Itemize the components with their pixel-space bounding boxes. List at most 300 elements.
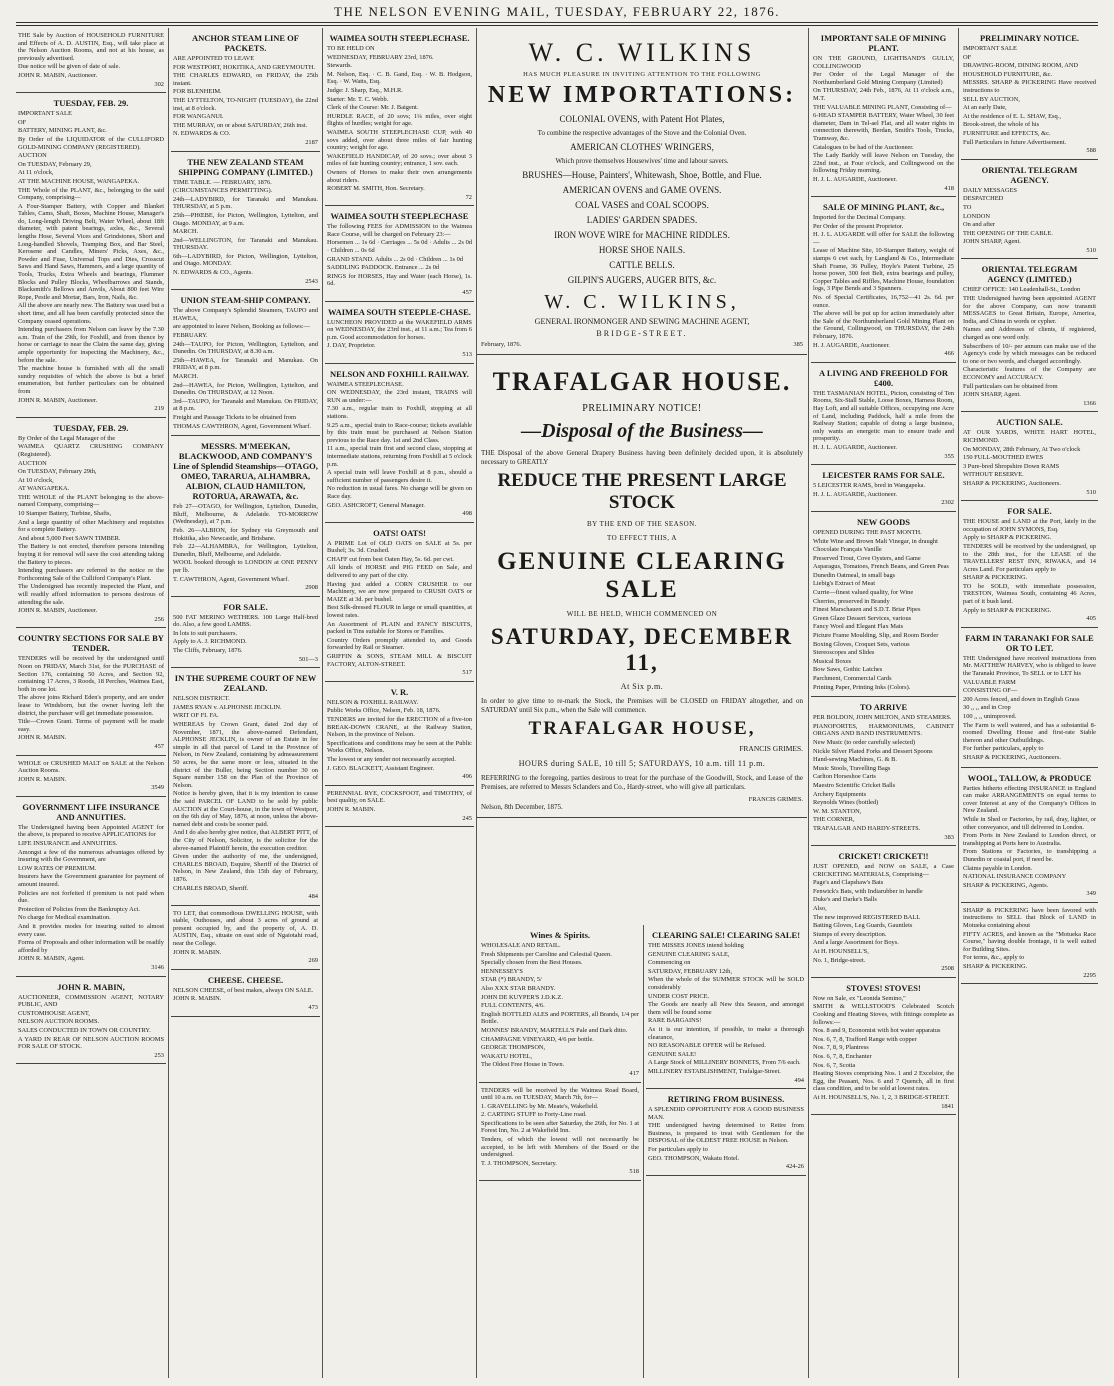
ad-number: 2543 (305, 277, 318, 285)
trafalgar-house2: TRAFALGAR HOUSE, (528, 718, 756, 740)
advertisement-text: WAKATU HOTEL, (481, 1052, 533, 1060)
advertisement-text: Finest Marschauen and S.D.T. Briar Pipes (813, 606, 921, 614)
advertisement-text: A PRIME Lot of OLD OATS on SALE at 5s. per Bushel; 3s. 3d. Crushed. (327, 539, 472, 555)
advertisement-text: No. of Special Certificates, 16,752—41 2s. 6d. per ounce. (813, 294, 954, 309)
advertisement-heading: ORIENTAL TELEGRAM AGENCY (LIMITED.) (981, 264, 1078, 285)
advertisement-text: SHARP & PICKERING. (963, 574, 1028, 582)
ad-number: 418 (944, 184, 954, 192)
advertisement-text: An Assortment of PLAIN and FANCY BISCUITS, packed in Tins suitable for Stores or Families. (327, 620, 472, 636)
advertisement-text: Stumps of every description. (813, 930, 887, 938)
advertisement-text: By Order of the Legal Manager of the (18, 434, 116, 442)
trafalgar-order: In order to give time to re-mark the Stock, the Premises will be CLOSED on FRIDAY altogether, and on SATURDAY until Six p.m., when the Sale will commence. (481, 697, 803, 714)
advertisement-text: And about 5,000 Feet SAWN TIMBER. (18, 534, 121, 542)
ad-number: 510 (1086, 246, 1096, 254)
advertisement-text: Brook-street, the whole of his (963, 121, 1040, 129)
advertisement-text: GRIFFIN & SONS, STEAM MILL & BISCUIT FACTORY, ALTON-STREET. (327, 653, 472, 668)
advertisement-text: And it provides modes for insuring suited to almost every case. (18, 923, 164, 938)
advertisement-text: Lease of Machine Site, 10-Stamper Battery, weight of stamps 6 cwt each, by Langland & Co., Intermediate Shaft Frame, 36 Pulley, Hoyle's Patent Turbine, 25 horse power, 300 feet Belt, extra bearings and pulley, Copper Tables and Riffles, Machine House, foundation logs, 3 Pipe Bends and 3 Spanners. (813, 247, 954, 293)
advertisement-text: HOUSEHOLD FURNITURE, &c. (963, 70, 1053, 78)
advertisement-text: Stereoscopes and Slides (813, 649, 875, 657)
advertisement-text: GEORGE THOMPSON, (481, 1044, 546, 1052)
advertisement-text: SALES CONDUCTED IN TOWN OR COUNTRY. (18, 1026, 151, 1034)
advertisement-text: Duke's and Darke's Balls (813, 896, 877, 904)
advertisement-text: IMPORTANT SALE (963, 45, 1017, 52)
trafalgar-intro: THE Disposal of the above General Drapery Business having been definitely decided upon, it is absolutely necessary to GREATLY (481, 449, 803, 466)
ad-number: 424-26 (785, 1163, 804, 1171)
advertisement-heading: JOHN R. MABIN, (57, 981, 125, 992)
wilkins-item: To combine the respective advantages of the Stove and the Colonial Oven. (537, 129, 747, 137)
advertisement-text: PER BOLDON, JOHN MILTON, AND STEAMERS. (813, 714, 952, 722)
advertisement-heading: WAIMEA SOUTH STEEPLECHASE. (329, 33, 470, 43)
advertisement-text: Feb. 26—ALBION, for Sydney via Greymouth and Hokitika, also Newcastle, and Brisbane. (173, 526, 318, 542)
advertisement-heading: AUCTION SALE. (996, 417, 1063, 428)
advertisement-text: Policies are not forfeited if premium is not paid when due. (18, 889, 164, 905)
advertisement-text: TENDERS will be received by the undersigned, up to the 28th inst., for the LEASE of the TRAVELLERS' REST INN, RIWAKA, and 14 Acres Land. For particulars apply to (963, 542, 1096, 573)
advertisement-text: JOHN SHARP, Agent. (963, 238, 1021, 246)
wilkins-footer-name: W. C. WILKINS, (544, 291, 740, 313)
ad-number: 517 (462, 669, 472, 677)
column-1 (16, 28, 166, 1378)
advertisement-heading: V. R. (390, 686, 409, 697)
ad-number: 349 (1086, 890, 1096, 898)
advertisement-text: JOHN R. MABIN, Agent. (18, 955, 85, 963)
advertisement-text: H. J. L. AUGARDE, Auctioneer. (813, 490, 897, 498)
advertisement (646, 1089, 806, 1176)
advertisement-text: WAIMEA SOUTH STEEPLECHASE CUP, with 40 sovs added, over about three miles of fair hunting country; weight for age. (327, 128, 472, 152)
advertisement-text: SADDLING PADDOCK. Entrance ... 2s 0d (327, 264, 440, 272)
advertisement (171, 597, 320, 669)
advertisement-text: SHARP & PICKERING, Auctioneers. (963, 479, 1061, 487)
ad-number: 588 (1086, 147, 1096, 155)
advertisement (961, 768, 1098, 903)
wilkins-item: COAL VASES and COAL SCOOPS. (575, 200, 709, 210)
advertisement (171, 970, 320, 1017)
advertisement-text: SHARP & PICKERING, Auctioneers. (963, 753, 1061, 761)
advertisement-text: A Large Stock of MILLINERY BONNETS, From 7/6 each. (648, 1059, 801, 1067)
advertisement-text: T. CAWTHRON, Agent, Government Wharf. (173, 575, 290, 583)
advertisement-heading: RETIRING FROM BUSINESS. (667, 1094, 785, 1105)
advertisement (961, 903, 1098, 984)
wilkins-item: CATTLE BELLS. (609, 260, 675, 270)
advertisement-text: 10 Stamper Battery, Turbine, Shafts, (18, 510, 112, 518)
advertisement-text: 11 a.m., special train first and second class, stopping at intermediate stations, returning from Foxhill at 5 o'clock p.m. (327, 445, 472, 468)
ad-number: 302 (154, 80, 164, 88)
advertisement-text: Musical Boxes (813, 657, 852, 665)
advertisement (646, 925, 806, 1089)
advertisement-text: TENDERS are invited for the ERECTION of a five-ton BREAK-DOWN CRANE, at the Railway Station, Nelson, in the province of Nelson. (327, 715, 472, 739)
advertisement (171, 152, 320, 291)
advertisement-text: Liebig's Extract of Meat (813, 580, 876, 588)
ad-number: 1366 (1083, 399, 1096, 407)
wilkins-item: LADIES' GARDEN SPADES. (586, 215, 698, 225)
advertisement-text: JOHN DE KUYPER'S J.D.K.Z. (481, 993, 563, 1001)
advertisement-text: Starter: Mr. T. C. Webb. (327, 95, 389, 103)
advertisement (811, 978, 956, 1115)
advertisement-text: And I do also hereby give notice, that ALBERT PITT, of the City of Nelson, Solicitor, is the solicitor for the above-named Plaintiff herein, the execution creditor. (173, 829, 318, 852)
advertisement-text: N. EDWARDS & CO., Agents. (173, 269, 253, 277)
ad-number: 2908 (305, 584, 318, 592)
advertisement-text: THE WHOLE of the PLANT belonging to the above-named Company, comprising— (18, 493, 164, 509)
advertisement-text: TENDERS will be received by the Waimea Road Board, until 10 a.m. on TUESDAY, March 7th, for— (481, 1086, 639, 1102)
advertisement-text: THE MISSES JONES intend holding (648, 942, 744, 949)
advertisement-text: A Four-Stamper Battery, with Copper and Blanket Tables, Cams, Shaft, Boxes, Machine House, Manager's do, Long-length Driving Belt, Water Wheel, about 18ft diameter, with patent bearings, axles, &c., Several lengths Hose, Several Vices and Grindstones, Short and Long-handled Shovels, Tramping Box, and Bar Steel, Kerosene and Candles, Miners' Picks, Axes, &c., Powder and Fuse, Universal Tops and Dies, Crosscut Saws and Hand Saws, Hammers, and a large quantity of Tools, Trucks, Extra Wheels and bearings, Flummer Blocks and Pulley Blocks, Wheelbarrows and Stands, Blacksmith's Bellows and Anvils, About 800 feet Wire Rope, Pestle and Mortar, Bars, Iron, Nails, &c. (18, 202, 164, 301)
advertisement-text: THE VALUABLE MINING PLANT, Consisting of— (813, 103, 952, 111)
advertisement-text: BATTERY, MINING PLANT, &c. (18, 127, 107, 135)
advertisement-text: N. EDWARDS & CO. (173, 130, 231, 138)
advertisement-text: Stewards. (327, 62, 353, 70)
advertisement (811, 846, 956, 978)
advertisement-text: JOHN R. MABIN. (173, 948, 222, 956)
advertisement-text: And a large Assortment for Boys. (813, 939, 899, 947)
advertisement-text: Claims payable in London. (963, 864, 1033, 872)
advertisement-text: NELSON DISTRICT. (173, 695, 230, 703)
advertisement-text: ARE APPOINTED TO LEAVE (173, 55, 255, 62)
advertisement-text: HURDLE RACE, of 20 sovs; 1¼ miles, over eight flights of hurdles; weight for age. (327, 112, 472, 128)
advertisement-text: H. J. L. AUGARDE, Auctioneer. (813, 175, 897, 183)
ad-number: 496 (462, 773, 472, 781)
advertisement-heading: NEW GOODS (857, 516, 910, 527)
advertisement-text: THE Undersigned have received instructions from Mr. MATTHEW HARVEY, who is obliged to leave the Taranaki Province, To SELL or to LET his (963, 654, 1096, 678)
advertisement-text: Asparagus, Tomatoes, French Beans, and Green Peas (813, 563, 949, 571)
ad-number: 484 (308, 893, 318, 901)
ad-number: 2187 (305, 138, 318, 146)
advertisement-text: For further particulars, apply to (963, 745, 1044, 753)
column-rule (958, 28, 959, 1378)
ad-number: 3146 (151, 963, 164, 971)
advertisement-heading: CHEESE. CHEESE. (207, 974, 284, 985)
advertisement-text: JOHN R. MABIN, Auctioneer. (18, 607, 98, 615)
advertisement-text: LIFE INSURANCE and ANNUITIES. (18, 840, 118, 848)
advertisement-heading: UNION STEAM-SHIP COMPANY. (180, 295, 311, 306)
advertisement-text: Also XXX STAR BRANDY. (481, 984, 556, 992)
advertisement-text: As it is our intention, if possible, to make a thorough clearance, (648, 1025, 804, 1041)
advertisement-text: DRAWING-ROOM, DINING ROOM, AND (963, 62, 1079, 70)
advertisement-text: Page's and Clapshaw's Bats (813, 879, 884, 887)
advertisement-text: Tenders, of which the lowest will not necessarily be accepted, to be left with Members of the Board or the undersigned. (481, 1136, 639, 1159)
masthead-rule (16, 22, 1098, 23)
column-7 (961, 28, 1098, 1378)
advertisement-heading: Wines & Spirits. (529, 930, 591, 940)
advertisement-text: JOHN SHARP, Agent. (963, 391, 1021, 399)
advertisement-text: GEO. ASHCROFT, General Manager. (327, 501, 425, 509)
advertisement-text: Per Order of the present Proprietor. (813, 222, 904, 230)
advertisement (16, 418, 166, 629)
advertisement-text: 1. GRAVELLING by Mr. Meate's, Wakefield. (481, 1102, 599, 1110)
advertisement-text: Judge: J. Sharp, Esq., M.H.R. (327, 86, 403, 94)
advertisement-heading: CLEARING SALE! CLEARING SALE! (651, 930, 801, 940)
wilkins-item: HORSE SHOE NAILS. (598, 245, 686, 255)
wilkins-item: AMERICAN OVENS and GAME OVENS. (562, 185, 722, 195)
advertisement-text: By Order of the LIQUIDATOR of the CULLIFORD GOLD-MINING COMPANY (REGISTERED). (18, 135, 164, 151)
advertisement-text: AT THE MACHINE HOUSE, WANGAPEKA. (18, 177, 140, 185)
advertisement-heading: A LIVING AND FREEHOLD FOR £400. (819, 367, 948, 388)
advertisement-text: On TUESDAY, February 29, (18, 160, 92, 168)
advertisement-text: MONNES' BRANDY, MARTELL'S Pale and Dark ditto. (481, 1026, 628, 1034)
column-rule (322, 28, 323, 1378)
ad-number: 498 (462, 510, 472, 518)
trafalgar-to-effect: TO EFFECT THIS, A (607, 534, 677, 543)
advertisement-text: 2nd—HAWEA, for Picton, Wellington, Lyttelton, and Dunedin. On THURSDAY, at 12 Noon. (173, 381, 318, 397)
advertisement (961, 501, 1098, 628)
advertisement-text: 5 LEICESTER RAMS, bred in Wangapeka. (813, 482, 926, 490)
advertisement-text: Music Stools, Travelling Bags (813, 764, 891, 772)
advertisement-text: Cherries, preserved in Brandy (813, 597, 890, 605)
advertisement-text: AUCTION (18, 459, 47, 467)
advertisement-text: J. DAY, Proprietor. (327, 342, 376, 350)
advertisement-text: Horsemen ... 1s 6d · Carriages ... 5s 0d · Adults ... 2s 0d · Children ... 0s 6d (327, 239, 472, 255)
advertisement-text: CUSTOMHOUSE AGENT, (18, 1009, 90, 1017)
masthead: THE NELSON EVENING MAIL, TUESDAY, FEBRUARY 22, 1876. (334, 4, 780, 19)
advertisement (811, 363, 956, 465)
advertisement-text: 7.30 a.m., regular train to Foxhill, stopping at all stations. (327, 405, 472, 420)
advertisement-text: 200 Acres fenced, and down in English Grass (963, 695, 1080, 703)
advertisement-text: AT WANGAPEKA. (18, 485, 70, 493)
advertisement-text: 25th—PHŒBE, for Picton, Wellington, Lyttelton, and Otago. MONDAY, at 9 a.m. (173, 211, 318, 227)
advertisement-text: NATIONAL INSURANCE COMPANY (963, 873, 1067, 881)
advertisement-text: From Stations or Factories, to transhipping a Dunedin or coastal port, if need be. (963, 848, 1096, 863)
advertisement-text: WAIMEA STEEPLECHASE. (327, 380, 404, 388)
advertisement-text: Best Silk-dressed FLOUR in large or small quantities, at lowest rates. (327, 604, 472, 620)
advertisement-text: SATURDAY, FEBRUARY 12th, (648, 967, 732, 975)
advertisement-text: THE OPENING OF THE CABLE. (963, 229, 1053, 237)
advertisement-text: AUCTIONEER, COMMISSION AGENT, NOTARY PUBLIC, AND (18, 993, 164, 1009)
advertisement-text: Given under the authority of me, the undersigned, CHARLES BROAD, Esquire, Sheriff of the District of Nelson, in New Zealand, this 15th day of February, 1876. (173, 853, 318, 883)
advertisement-text: 6th—LADYBIRD, for Picton, Wellington, Lyttelton, and Otago. MONDAY. (173, 252, 318, 268)
advertisement-text: 24th—TAUPO, for Picton, Wellington, Lyttelton, and Dunedin. On THURSDAY, at 8.30 a.m. (173, 340, 318, 356)
advertisement-heading: TUESDAY, FEB. 29. (53, 422, 129, 433)
advertisement-text: are appointed to leave Nelson, Booking as follows:— (173, 323, 311, 331)
advertisement-text: THE TASMANIAN HOTEL, Picton, consisting of Ten Rooms, Six-Stall Stable, Loose Boxes, Harness Room, Hay Loft, and all suitable Offices, occupying one Acre of Land, including Paddock, half a mile from the Railway Station; capable of doing a large business, only wants an energetic man to ensure trade and prosperity. (813, 389, 954, 443)
ad-number: 385 (793, 341, 803, 348)
advertisement-heading: COUNTRY SECTIONS FOR SALE BY TENDER. (18, 633, 164, 654)
advertisement (16, 756, 166, 797)
advertisement-text: Hand-sewing Machines, G. & B. (813, 756, 897, 764)
advertisement-text: TENDERS will be received by the undersigned until Noon on FRIDAY, March 31st, for the PURCHASE of Section 176, containing 50 Acres, and Section 92, containing 17 Acres, 3 Roods, 18 Perches, Waimea East, both in one lot. (18, 655, 164, 693)
advertisement (961, 28, 1098, 160)
advertisement-text: 3rd—TAUPO, for Taranaki and Manukau. On FRIDAY, at 8 p.m. (173, 397, 318, 413)
advertisement-text: A special train will leave Foxhill at 8 p.m., should a sufficient number of passengers desire it. (327, 469, 472, 484)
wilkins-date: February, 1876. (481, 341, 522, 348)
masthead-rule (16, 25, 1098, 26)
wines-spirits-column (479, 925, 641, 1378)
advertisement-text: Fancy Wool and Elegant Flax Mats (813, 623, 904, 631)
advertisement-text: THE undersigned having determined to Retire from Business, is prepared to treat with Gentlemen for the DISPOSAL of the OLDEST FREE HOUSE in Nelson. (648, 1122, 804, 1145)
advertisement-text: Also, (813, 905, 827, 913)
advertisement-text: FOR WANGANUI. (173, 113, 224, 121)
advertisement-text: JOHN R. MABIN, Auctioneer. (18, 396, 98, 404)
wilkins-name: W. C. WILKINS (528, 38, 756, 67)
advertisement-text: Amongst a few of the numerous advantages offered by insuring with the Government, are (18, 848, 164, 864)
ad-number: 494 (794, 1076, 804, 1084)
wilkins-footer-line: GENERAL IRONMONGER AND SEWING MACHINE AGENT, (534, 317, 750, 326)
wilkins-advert (477, 28, 807, 355)
advertisement-text: RARE BARGAINS! (648, 1017, 702, 1025)
advertisement-text: MILLINERY ESTABLISHMENT, Trafalgar-Street. (648, 1067, 781, 1075)
advertisement-text: The following FEES for ADMISSION to the Waimea Race Course, will be charged on February 23:— (327, 223, 472, 238)
ad-number: 501—3 (298, 655, 318, 663)
advertisement-text: 6-HEAD STAMPER BATTERY, Water Wheel, 30 feet diameter, Dam in Tel-ael Flat, and all water rights in connection therewith, Berdan, Smith's Tools, Trucks, Tramway, &c. (813, 112, 954, 142)
wilkins-item: GILPIN'S AUGERS, AUGER BITS, &c. (567, 275, 717, 285)
wilkins-item: COLONIAL OVENS, with Patent Hot Plates, (559, 114, 725, 124)
wilkins-trafalgar-panel (477, 28, 807, 818)
advertisement-text: Having just added a CORN CRUSHER to our Machinery, we are now prepared to CRUSH OATS or MAIZE at 3d. per bushel. (327, 580, 472, 603)
advertisement-text: The lowest or any tender not necessarily accepted. (327, 755, 456, 763)
advertisement-text: For particulars apply to (648, 1146, 708, 1154)
advertisement-text: English BOTTLED ALES and PORTERS, all Brands, 1/4 per Bottle. (481, 1010, 639, 1026)
advertisement-heading: FOR SALE. (1007, 506, 1052, 517)
ad-number: 269 (308, 957, 318, 965)
advertisement-heading: OATS! OATS! (373, 527, 426, 538)
advertisement-text: Due notice will be given of date of sale. (18, 63, 121, 71)
advertisement-text: Heating Stoves comprising Nos. 1 and 2 Excelsior, the Egg, the Peasant, Nos. 6 and 7 Quench, all in first class condition, and to be sold at lowest rates. (813, 1070, 954, 1093)
advertisement-text: (CIRCUMSTANCES PERMITTING). (173, 187, 273, 195)
advertisement-text: Specifications and conditions may be seen at the Public Works Office, Nelson. (327, 739, 472, 755)
advertisement (16, 28, 166, 93)
ad-number: 256 (154, 615, 164, 623)
advertisement-text: No charge for Medical examination. (18, 914, 111, 922)
advertisement-text: GEO. THOMPSON, Wakatu Hotel. (648, 1154, 740, 1162)
advertisement-text: At H. HOUNSELL'S, No. 1, 2, 3 BRIDGE-STREET. (813, 1093, 950, 1101)
ad-number: 510 (1086, 488, 1096, 496)
advertisement-heading: MESSRS. M'MEEKAN, BLACKWOOD, AND COMPANY'S Line of Splendid Steamships—OTAGO, OMEO, TARARUA, ALHAMBRA, ALBION, CLAUD HAMILTON, ROTORUA, ARAWATA, &c. (173, 441, 318, 502)
advertisement-text: Intending purchasers from Nelson can leave by the 7.30 a.m. Train of the 29th, for Foxhill, and from thence by horse or carriage to near the Claim the same day, giving ample opportunity for inspecting the Machinery, &c., before the sale. (18, 326, 164, 364)
advertisement-text: Owners of Horses to make their own arrangements about riders. (327, 168, 472, 184)
wilkins-item-list (481, 114, 803, 285)
advertisement-text: 30 ,, ,, and in Crop (963, 704, 1011, 712)
ad-number: 1841 (941, 1102, 954, 1110)
advertisement-text: Country Orders promptly attended to, and Goods forwarded by Rail or Steamer. (327, 636, 472, 652)
advertisement-text: LONDON (963, 212, 990, 220)
advertisement-text: The Undersigned has recently inspected the Plant, and will readily afford information to persons desirous of attending the sale. (18, 583, 164, 606)
advertisement-text: JOHN R. MABIN. (18, 775, 67, 783)
advertisement-text: OPENED DURING THE PAST MONTH. (813, 528, 922, 536)
advertisement-heading: THE NEW ZEALAND STEAM SHIPPING COMPANY (LIMITED.) (178, 156, 313, 177)
ad-number: 466 (944, 350, 954, 358)
advertisement-text: SELL BY AUCTION, (963, 95, 1020, 103)
advertisement-text: JOHN R. MABIN. (18, 734, 67, 742)
advertisement-text: Imported for the Decimal Company. (813, 214, 906, 222)
ad-number: 219 (154, 405, 164, 413)
advertisement-text: Parties hitherto effecting INSURANCE in England can make ARRANGEMENTS on equal terms to cover Interest at any of the Company's Offices in New Zealand. (963, 784, 1096, 815)
advertisement-text: While in Shed or Factories, by rail, dray, lighter, or other conveyance, and till delivered in London. (963, 815, 1096, 831)
advertisement-heading: WAIMEA SOUTH STEEPLE-CHASE. (328, 306, 471, 317)
advertisement (16, 977, 166, 1065)
advertisement-text: JAMES RYAN v. ALPHONSE JECKLIN. (173, 703, 282, 711)
advertisement-text: AUCTION (18, 152, 47, 160)
advertisement-text: White Wine and Brown Malt Vinegar, in draught (813, 537, 938, 545)
wilkins-item: IRON WOVE WIRE for MACHINE RIDDLES. (554, 230, 730, 240)
advertisement-text: DESPATCHED (963, 195, 1004, 203)
advertisement-text: TIME TABLE. — FEBRUARY, 1876. (173, 178, 272, 186)
advertisement-text: At an early Date, (963, 104, 1007, 112)
advertisement-text: JOHN R. MABIN. (327, 805, 376, 813)
advertisement-text: Full Particulars in future Advertisement. (963, 138, 1067, 146)
advertisement-text: AT OUR YARDS, WHITE HART HOTEL, RICHMOND. (963, 429, 1096, 444)
advertisement-heading: WAIMEA SOUTH STEEPLECHASE (330, 211, 469, 222)
column-6 (811, 28, 956, 1378)
advertisement-text: Nos. 7, 8, 9, Plantress (813, 1044, 869, 1052)
advertisement-text: WAKEFIELD HANDICAP, of 20 sovs.; over about 3 miles of fair hunting country; entrance, 1 sov. each. (327, 152, 472, 168)
wilkins-item: BRUSHES—House, Painters', Whitewash, Shoe, Bottle, and Flue. (522, 170, 762, 180)
advertisement-text: H. J. AUGARDE, Auctioneer. (813, 341, 890, 349)
trafalgar-referring: REFERRING to the foregoing, parties desirous to treat for the purchase of the Goodwill, Stock, and Lease of the Premises, are referred to Messrs Sclanders and Co., Hardy-street, who will give all particulars. (481, 774, 803, 791)
advertisement-heading: ANCHOR STEAM LINE OF PACKETS. (192, 33, 299, 53)
advertisement-text: 150 FULL-MOUTHED EWES (963, 454, 1044, 462)
advertisement-text: WRIT OF FI. FA. (173, 712, 219, 720)
advertisement (479, 925, 641, 1083)
advertisement-text: JOHN R. MABIN, Auctioneer. (18, 71, 98, 79)
advertisement-text: NELSON & FOXHILL RAILWAY. (327, 698, 419, 706)
advertisement-text: The Oldest Free House in Town. (481, 1061, 565, 1069)
advertisement (325, 682, 474, 786)
advertisement (811, 465, 956, 512)
advertisement-text: Nos. 6, 7, 8, Trafford Range with copper (813, 1035, 917, 1043)
advertisement-text: Picture Frame Moulding, Slip, and Room Border (813, 632, 939, 640)
advertisement-text: Preserved Trout, Cove Oysters, and Game (813, 554, 921, 562)
advertisement (811, 512, 956, 697)
advertisement-text: Feb 22—ALHAMBRA, for Wellington, Lyttelton, Dunedin, Bluff, Melbourne, and Adelaide. (173, 543, 318, 558)
advertisement-text: LUNCHEON PROVIDED at the WAKEFIELD ARMS on WEDNESDAY, the 23rd inst., at 11 a.m.; Tea from 6 p.m. Good accommodation for horses. (327, 318, 472, 341)
advertisement-text: CONSISTING OF— (963, 687, 1018, 695)
column-3 (325, 28, 474, 1378)
advertisement-text: Dunedin Oatmeal, in small bags (813, 571, 896, 579)
advertisement-text: ON THE GROUND, LIGHTBAND'S GULLY, COLLINGWOOD (813, 55, 954, 70)
advertisement-text: And a large quantity of other Machinery and requisites for a complete Battery. (18, 518, 164, 534)
ad-number: 518 (629, 1168, 639, 1176)
ad-number: 457 (462, 289, 472, 297)
trafalgar-saturday: SATURDAY, DECEMBER 11, (490, 624, 794, 676)
advertisement-text: WHOLE or CRUSHED MALT on SALE at the Nelson Auction Rooms. (18, 759, 164, 775)
advertisement-text: OF (963, 53, 972, 61)
advertisement-text: Commencing on (648, 959, 691, 967)
advertisement-heading: SALE OF MINING PLANT, &c., (822, 202, 945, 213)
advertisement-text: Maestro Scientific Cricket Balls (813, 781, 896, 789)
advertisement-text: 3 Pure-bred Shropshire Down RAMS (963, 462, 1060, 470)
column-2 (171, 28, 320, 1378)
advertisement-text: CHARLES BROAD, Sheriff. (173, 884, 249, 892)
advertisement-text: FOR WESTPORT, HOKITIKA, AND GREYMOUTH. (173, 63, 315, 71)
advertisement-text: The new improved REGISTERED BALL (813, 913, 921, 921)
advertisement-text: SHARP & PICKERING have been favored with instructions to SELL that Block of LAND in Motueka containing about (963, 906, 1096, 930)
advertisement-text: CHAFF cut from best Oaten Hay, 5s. 6d. per cwt. (327, 555, 454, 563)
advertisement-text: From Ports in New Zealand to London direct, or transhipping at Ports here to Australia. (963, 832, 1096, 847)
advertisement (325, 206, 474, 301)
trafalgar-sign: FRANCIS GRIMES. (748, 795, 803, 803)
trafalgar-disposal: —Disposal of the Business— (521, 420, 763, 442)
advertisement (171, 668, 320, 905)
wilkins-headline: NEW IMPORTATIONS: (487, 82, 797, 108)
advertisement-heading: GOVERNMENT LIFE INSURANCE AND ANNUITIES. (22, 801, 160, 822)
advertisement-text: FULL CONTENTS, 4/6. (481, 1002, 545, 1010)
column-rule (168, 28, 169, 1378)
trafalgar-title: TRAFALGAR HOUSE. (492, 367, 792, 396)
advertisement-text: Intending purchasers are referred to the notice re the Forthcoming Sale of the Culliford Company's Plant. (18, 567, 164, 582)
advertisement-text: Feb 27—OTAGO, for Wellington, Lyttelton, Dunedin, Bluff, Melbourne, & Adelaide. TO-MORROW (Wednesday), at 7 p.m. (173, 503, 318, 526)
wilkins-item: AMERICAN CLOTHES' WRINGERS, (570, 142, 714, 152)
advertisement-text: STAR (*) BRANDY, 5/ (481, 976, 542, 984)
advertisement-text: THE Whole of the PLANT, &c., belonging to the said Company, comprising— (18, 186, 164, 202)
advertisement-text: The Battery is not erected, therefore persons intending buying it for removal will save the cost attending taking the Battery to pieces. (18, 543, 164, 566)
advertisement-text: Reynolds Wines (bottled) (813, 799, 879, 807)
advertisement-text: On and after (963, 221, 995, 229)
advertisement-text: A SPLENDID OPPORTUNITY FOR A GOOD BUSINESS MAN. (648, 1106, 804, 1121)
advertisement-text: SHARP & PICKERING. (963, 963, 1028, 971)
advertisement-heading: LEICESTER RAMS FOR SALE. (822, 470, 945, 481)
advertisement-text: New Music (to order carefully selected) (813, 738, 916, 746)
wilkins-item: Which prove themselves Housewives' time and labour savers. (555, 157, 729, 165)
advertisement-text: THE HOUSE and LAND at the Port, lately in the occupation of JOHN SYMONS, Esq. (963, 518, 1096, 533)
advertisement-text: Archery Equipments (813, 790, 867, 798)
